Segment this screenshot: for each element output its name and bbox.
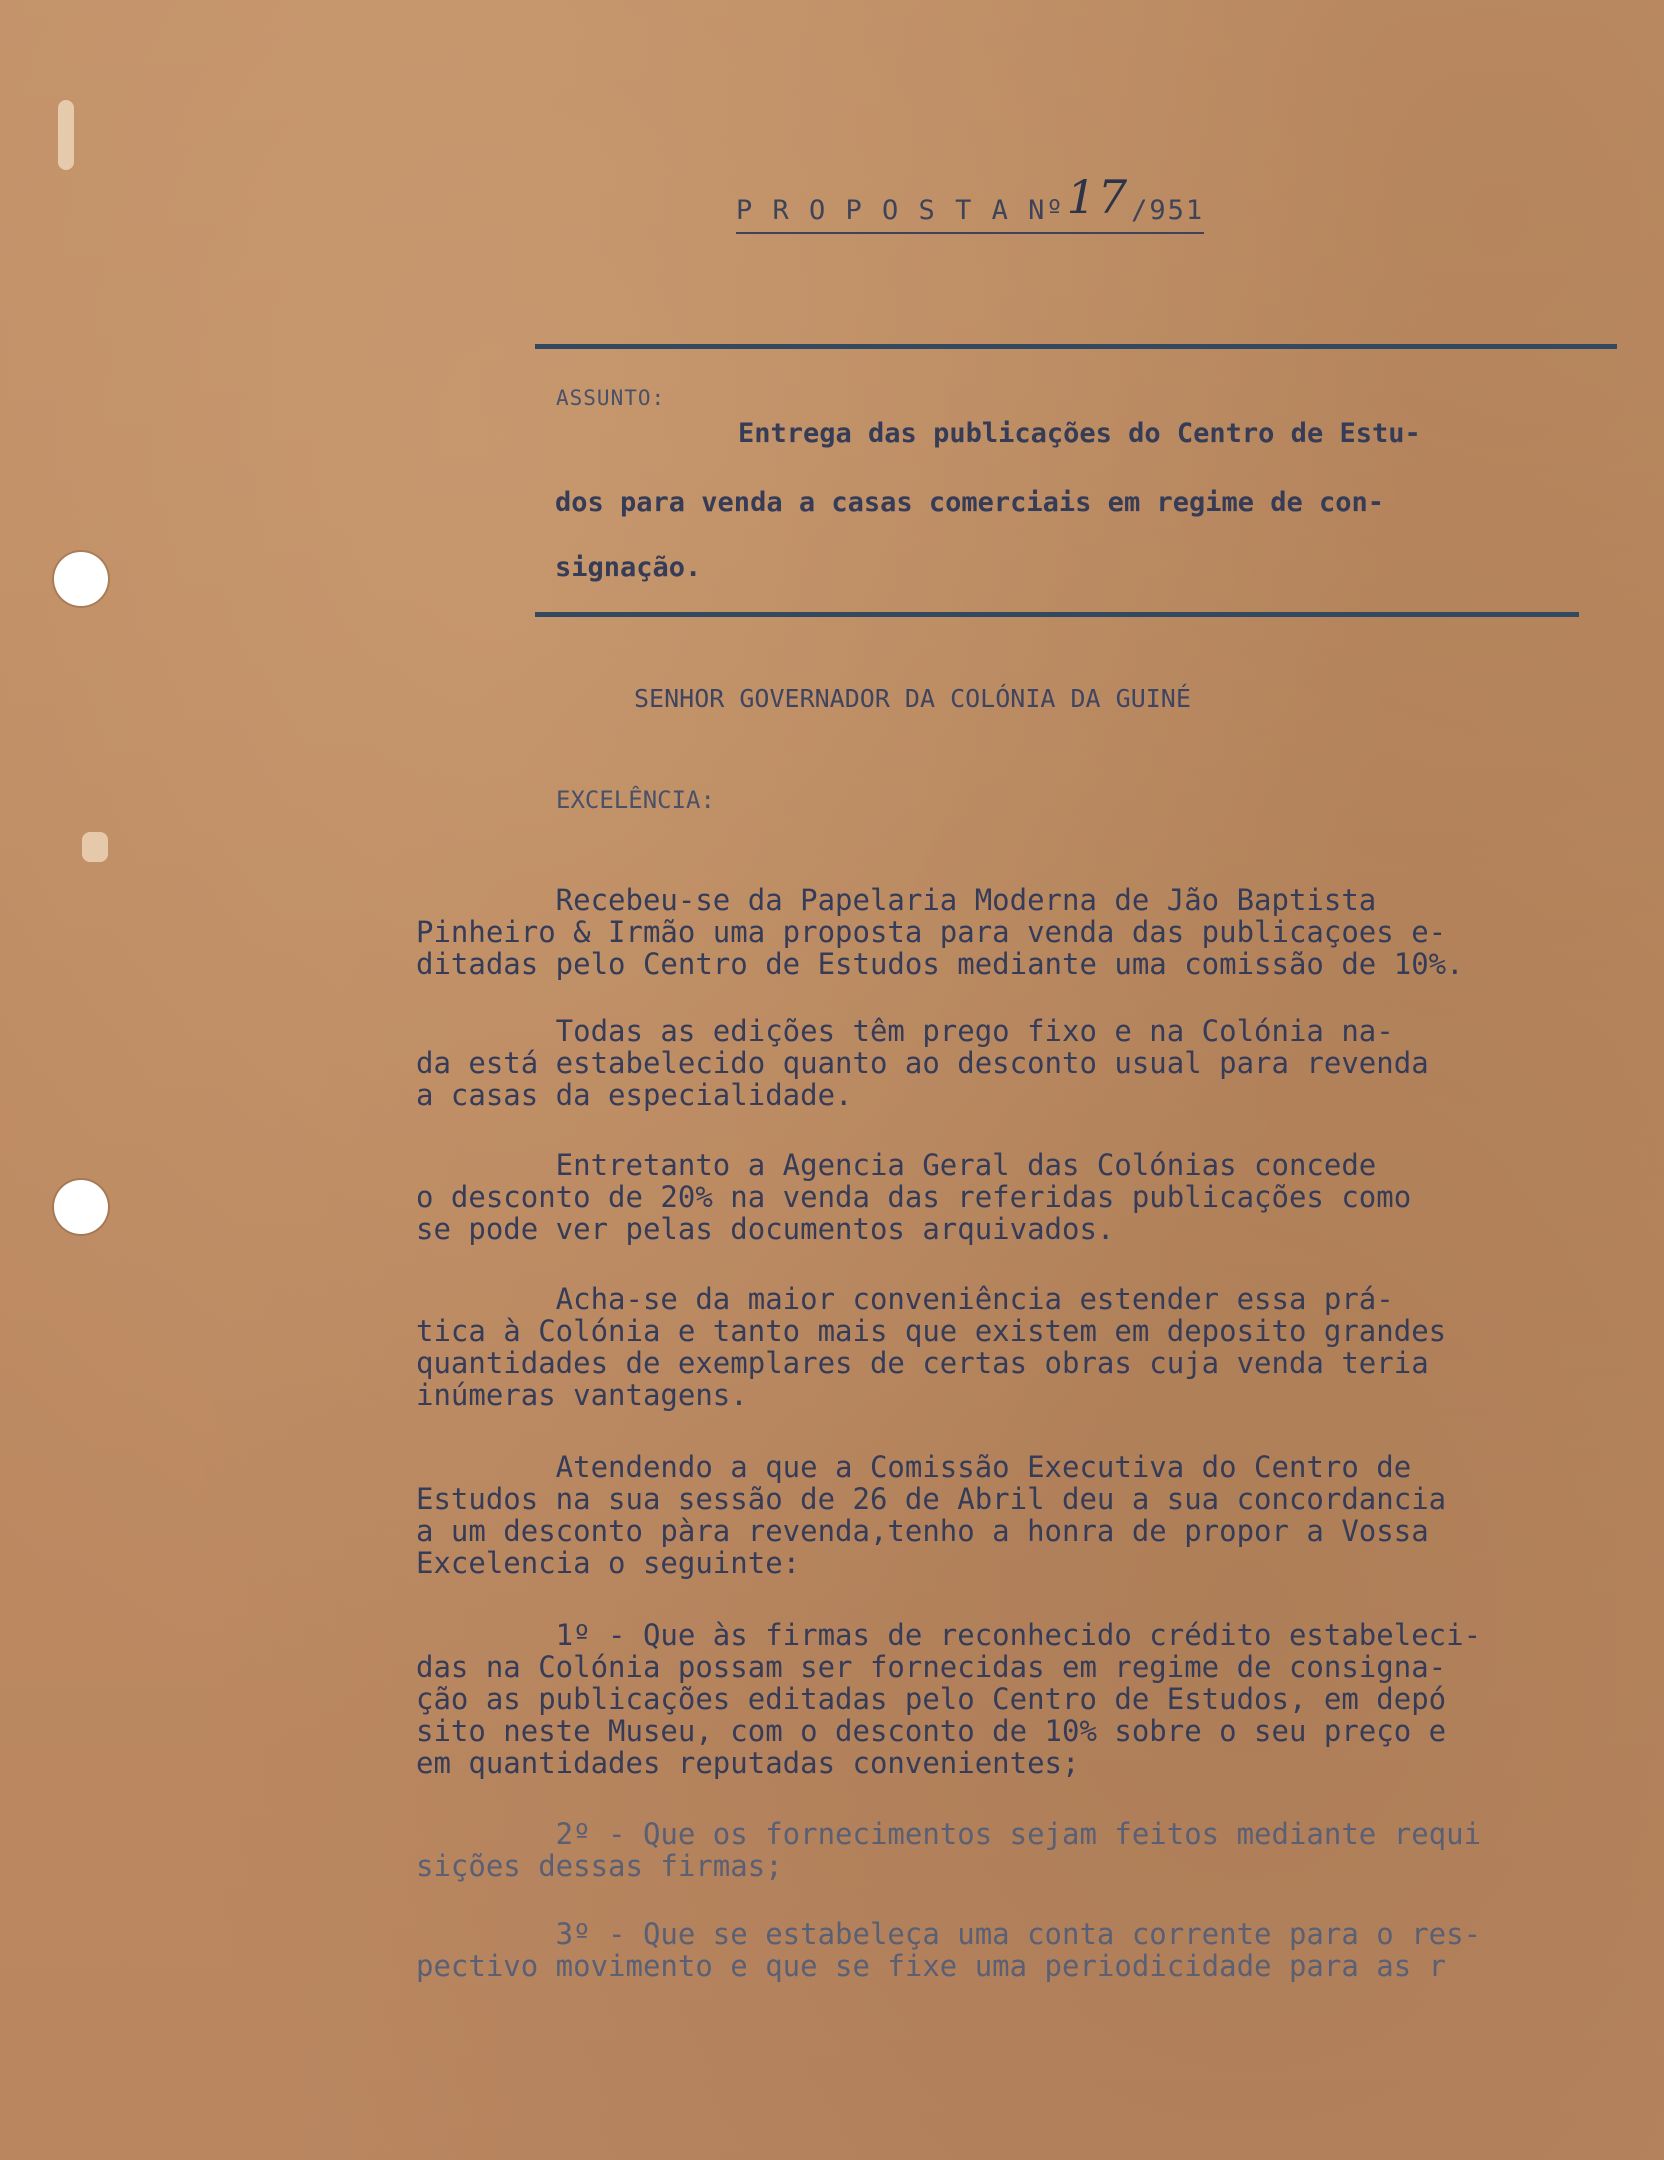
proposal-number: 17 — [1066, 170, 1130, 224]
numbered-item: 1º - Que às firmas de reconhecido crédito estabeleci- das na Colónia possam ser fornecidas em regime de consigna- ção as publicações editadas pelo Centro de Estudos, em depó sito neste Museu, com o desconto de 10% sobre o seu preço e em quantidades reputadas convenientes; — [416, 1618, 1482, 1780]
numbered-item: 2º - Que os fornecimentos sejam feitos mediante requi sições dessas firmas; — [416, 1817, 1482, 1883]
proposal-title-prefix: P R O P O S T A Nº — [736, 195, 1065, 226]
subject-line: dos para venda a casas comerciais em regime de con- — [555, 487, 1385, 518]
paper-tear-mark — [58, 100, 74, 170]
body-paragraph: Acha-se da maior conveniência estender essa prá- tica à Colónia e tanto mais que existem em deposito grandes quantidades de exemplares de certas obras cuja venda teria inúmeras vantagens. — [416, 1282, 1447, 1412]
divider-bottom — [535, 612, 1579, 617]
proposal-year: /951 — [1131, 195, 1205, 226]
subject-line: signação. — [555, 552, 702, 583]
addressee-heading: SENHOR GOVERNADOR DA COLÓNIA DA GUINÉ — [634, 684, 1191, 713]
body-paragraph: Entretanto a Agencia Geral das Colónias concede o desconto de 20% na venda das referidas publicações como se pode ver pelas documentos arquivados. — [416, 1148, 1412, 1246]
body-paragraph: Recebeu-se da Papelaria Moderna de Jão Baptista Pinheiro & Irmão uma proposta para venda das publicaçoes e- ditadas pelo Centro de Estudos mediante uma comissão de 10%. — [416, 883, 1464, 981]
paper-tear-mark — [82, 832, 108, 862]
punch-hole-upper — [54, 552, 108, 606]
numbered-item: 3º - Que se estabeleça uma conta corrente para o res- pectivo movimento e que se fixe uma periodicidade para as r — [416, 1917, 1482, 1983]
body-paragraph: Todas as edições têm prego fixo e na Colónia na- da está estabelecido quanto ao desconto usual para revenda a casas da especialidade. — [416, 1014, 1429, 1112]
salutation: EXCELÊNCIA: — [556, 786, 715, 814]
punch-hole-lower — [54, 1180, 108, 1234]
subject-line: Entrega das publicações do Centro de Estu- — [738, 418, 1421, 449]
proposal-title — [736, 170, 1205, 234]
body-paragraph: Atendendo a que a Comissão Executiva do Centro de Estudos na sua sessão de 26 de Abril deu a sua concordancia a um desconto pàra revenda,tenho a honra de propor a Vossa Excelencia o seguinte: — [416, 1450, 1447, 1580]
divider-top — [535, 344, 1617, 349]
subject-label: ASSUNTO: — [556, 386, 666, 410]
